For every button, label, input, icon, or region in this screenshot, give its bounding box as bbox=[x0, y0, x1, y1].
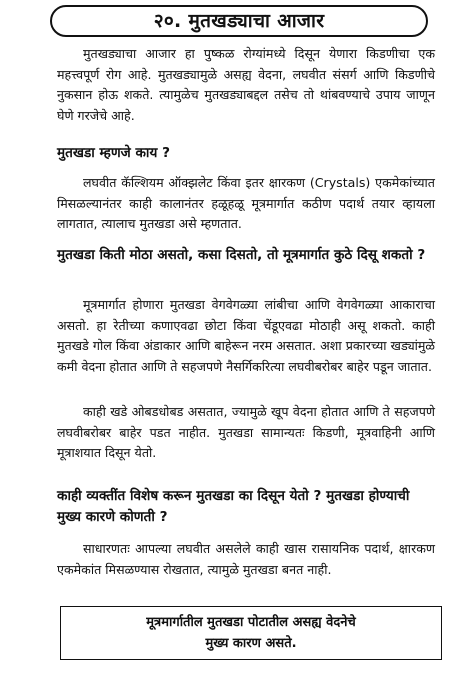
section-paragraph: लघवीत कॅल्शियम ऑक्झलेट किंवा इतर क्षारकण (Crystals) एकमेकांच्यात मिसळल्यानंतर काही कालानंतर हळूहळू मूत्रमार्गात कठीण पदार्थ तयार व्हायला लागतात, त्यालाच मुतखडा असे म्हणतात. bbox=[57, 175, 435, 231]
section-heading-what-is-kidney-stone: मुतखडा म्हणजे काय ? bbox=[57, 145, 170, 161]
highlight-note-box bbox=[60, 606, 442, 660]
section-paragraph: साधारणतः आपल्या लघवीत असलेले काही खास रासायनिक पदार्थ, क्षारकण एकमेकांत मिसळण्यास रोखतात, त्यामुळे मुतखडा बनत नाही. bbox=[57, 541, 435, 577]
section-heading-size-and-location: मुतखडा किती मोठा असतो, कसा दिसतो, तो मूत्रमार्गात कुठे दिसू शकतो ? bbox=[57, 247, 426, 263]
note-line: मुख्य कारण असते. bbox=[205, 636, 297, 651]
section-paragraph: मूत्रमार्गात होणारा मुतखडा वेगवेगळ्या लांबीचा आणि वेगवेगळ्या आकाराचा असतो. हा रेतीच्या कणाएवढा छोटा किंवा चेंडूएवढा मोठाही असू शकतो. काही मुतखडे गोल किंवा अंडाकार आणि बाहेरून नरम असतात. अशा प्रकारच्या खड्यांमुळे कमी वेदना होतात आणि ते सहजपणे नैसर्गिकरित्या लघवीबरोबर बाहेर पडून जातात. bbox=[57, 297, 435, 374]
section-heading-causes: काही व्यक्तींत विशेष करून मुतखडा का दिसून येतो ? मुतखडा होण्याची मुख्य कारणे कोणती ? bbox=[57, 488, 410, 525]
section-paragraph: काही खडे ओबडधोबड असतात, ज्यामुळे खूप वेदना होतात आणि ते सहजपणे लघवीबरोबर बाहेर पडत नाहीत. मुतखडा सामान्यतः किडणी, मूत्रवाहिनी आणि मूत्राशयात दिसून येतो. bbox=[57, 404, 435, 460]
chapter-title: २०. मुतखड्याचा आजार bbox=[50, 5, 428, 37]
intro-paragraph: मुतखड्याचा आजार हा पुष्कळ रोग्यांमध्ये दिसून येणारा किडणीचा एक महत्त्वपूर्ण रोग आहे. मुतखड्यामुळे असह्य वेदना, लघवीत संसर्ग आणि किडणीचे नुकसान होऊ शकते. त्यामुळेच मुतखड्याबद्दल तसेच तो थांबवण्याचे उपाय जाणून घेणे गरजेचे आहे. bbox=[57, 46, 435, 123]
note-line: मूत्रमार्गातील मुतखडा पोटातील असह्य वेदनेचे bbox=[146, 615, 356, 630]
